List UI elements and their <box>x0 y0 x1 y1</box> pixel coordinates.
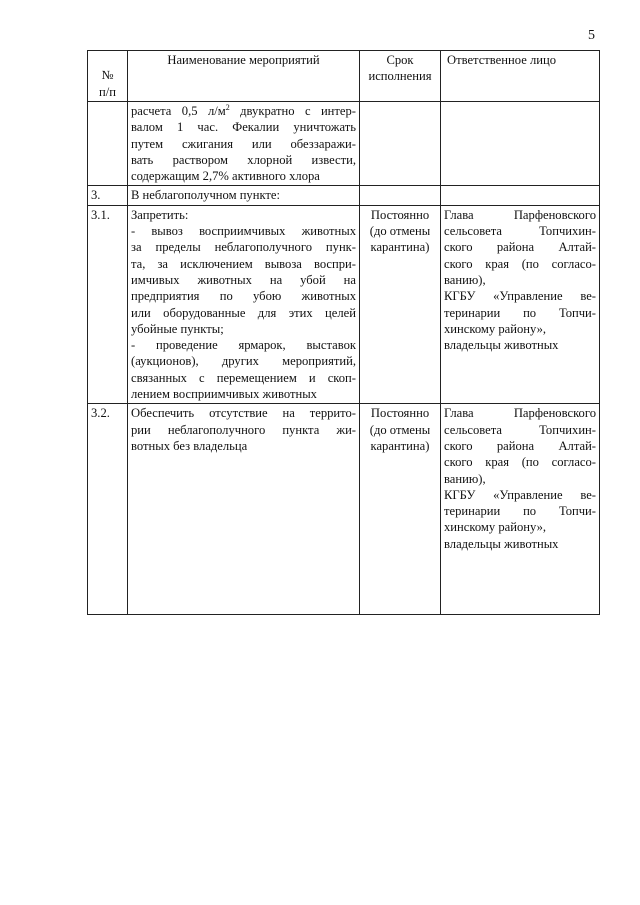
header-term-line: исполнения <box>368 69 432 84</box>
text-line: Запретить: <box>131 207 189 222</box>
text-line: ванию), <box>444 471 486 486</box>
table-row <box>88 205 600 404</box>
table-row <box>88 404 600 615</box>
text-line: - проведение ярмарок, выставок <box>131 338 356 353</box>
text-line: вотных без владельца <box>131 438 248 453</box>
text-line: рии неблагополучного пункта жи- <box>131 422 356 437</box>
text-line: хинскому району», <box>444 321 547 336</box>
text-line: сельсовета Топчихин- <box>444 422 596 437</box>
cell-term <box>360 102 441 186</box>
text-line: хинскому району», <box>444 520 547 535</box>
cell-num: 3. <box>88 186 128 205</box>
cell-measure: В неблагополучном пункте: <box>128 186 360 205</box>
text-line: карантина) <box>370 240 430 255</box>
text-line: путем сжигания или обеззаражи- <box>131 136 356 151</box>
text-line: теринарии по Топчи- <box>444 504 596 519</box>
cell-measure <box>128 205 360 404</box>
text-line: КГБУ «Управление ве- <box>444 289 596 304</box>
text-line: лением восприимчивых животных <box>131 387 317 402</box>
text-line: владельцы животных <box>444 536 559 551</box>
header-term-line: Срок <box>386 53 414 67</box>
text-line: предприятия по убою животных <box>131 289 356 304</box>
cell-num: 3.1. <box>88 205 128 404</box>
text-line: карантина) <box>370 438 430 453</box>
text-line: убойные пункты; <box>131 321 224 336</box>
cell-measure <box>128 404 360 615</box>
text-line: ванию), <box>444 272 486 287</box>
text-line: Постоянно <box>370 406 430 421</box>
text-line: ского района Алтай- <box>444 240 596 255</box>
cell-responsible <box>441 404 600 615</box>
text-line: владельцы животных <box>444 338 559 353</box>
text-line: (аукционов), других мероприятий, <box>131 354 356 369</box>
text-line: - вывоз восприимчивых животных <box>131 224 356 239</box>
text-line: или оборудованные для этих целей <box>131 305 356 320</box>
cell-responsible <box>441 102 600 186</box>
cell-measure <box>128 102 360 186</box>
cell-term <box>360 205 441 404</box>
text-line: ского района Алтай- <box>444 438 596 453</box>
header-term <box>360 51 441 102</box>
header-num-line: п/п <box>99 84 116 99</box>
text-line: теринарии по Топчи- <box>444 305 596 320</box>
page-number: 5 <box>588 28 595 43</box>
header-num-line: № <box>101 68 114 83</box>
cell-term <box>360 186 441 205</box>
text-line: ского края (по согласо- <box>444 256 596 271</box>
header-num <box>88 51 128 102</box>
text-line: Обеспечить отсутствие на террито- <box>131 406 356 421</box>
text-line: валом 1 час. Фекалии уничтожать <box>131 120 356 135</box>
text-line: содержащим 2,7% активного хлора <box>131 169 320 184</box>
cell-responsible <box>441 186 600 205</box>
header-responsible: Ответственное лицо <box>441 51 600 102</box>
text-line: сельсовета Топчихин- <box>444 224 596 239</box>
cell-num <box>88 102 128 186</box>
table-row <box>88 186 600 205</box>
cell-responsible <box>441 205 600 404</box>
text-line: за пределы неблагополучного пунк- <box>131 240 356 255</box>
text-line: та, за исключением вывоза воспри- <box>131 256 356 271</box>
cell-term <box>360 404 441 615</box>
text-line: вать раствором хлорной извести, <box>131 152 356 167</box>
text-line: имчивых животных на убой на <box>131 272 356 287</box>
text-line: расчета 0,5 $л/м^2$ двукратно с интер- <box>131 102 357 118</box>
text-line: (до отмены <box>369 422 431 437</box>
table-row <box>88 102 600 186</box>
text-line: Глава Парфеновского <box>444 207 596 222</box>
text-line: (до отмены <box>369 224 431 239</box>
text-line: связанных с перемещением и скоп- <box>131 370 356 385</box>
cell-num: 3.2. <box>88 404 128 615</box>
text-line: ского края (по согласо- <box>444 455 596 470</box>
text-line: Постоянно <box>370 207 430 222</box>
text-line: Глава Парфеновского <box>444 406 596 421</box>
table-header-row <box>88 51 600 102</box>
header-name: Наименование мероприятий <box>128 51 360 102</box>
text-line: КГБУ «Управление ве- <box>444 487 596 502</box>
measures-table <box>87 50 600 615</box>
